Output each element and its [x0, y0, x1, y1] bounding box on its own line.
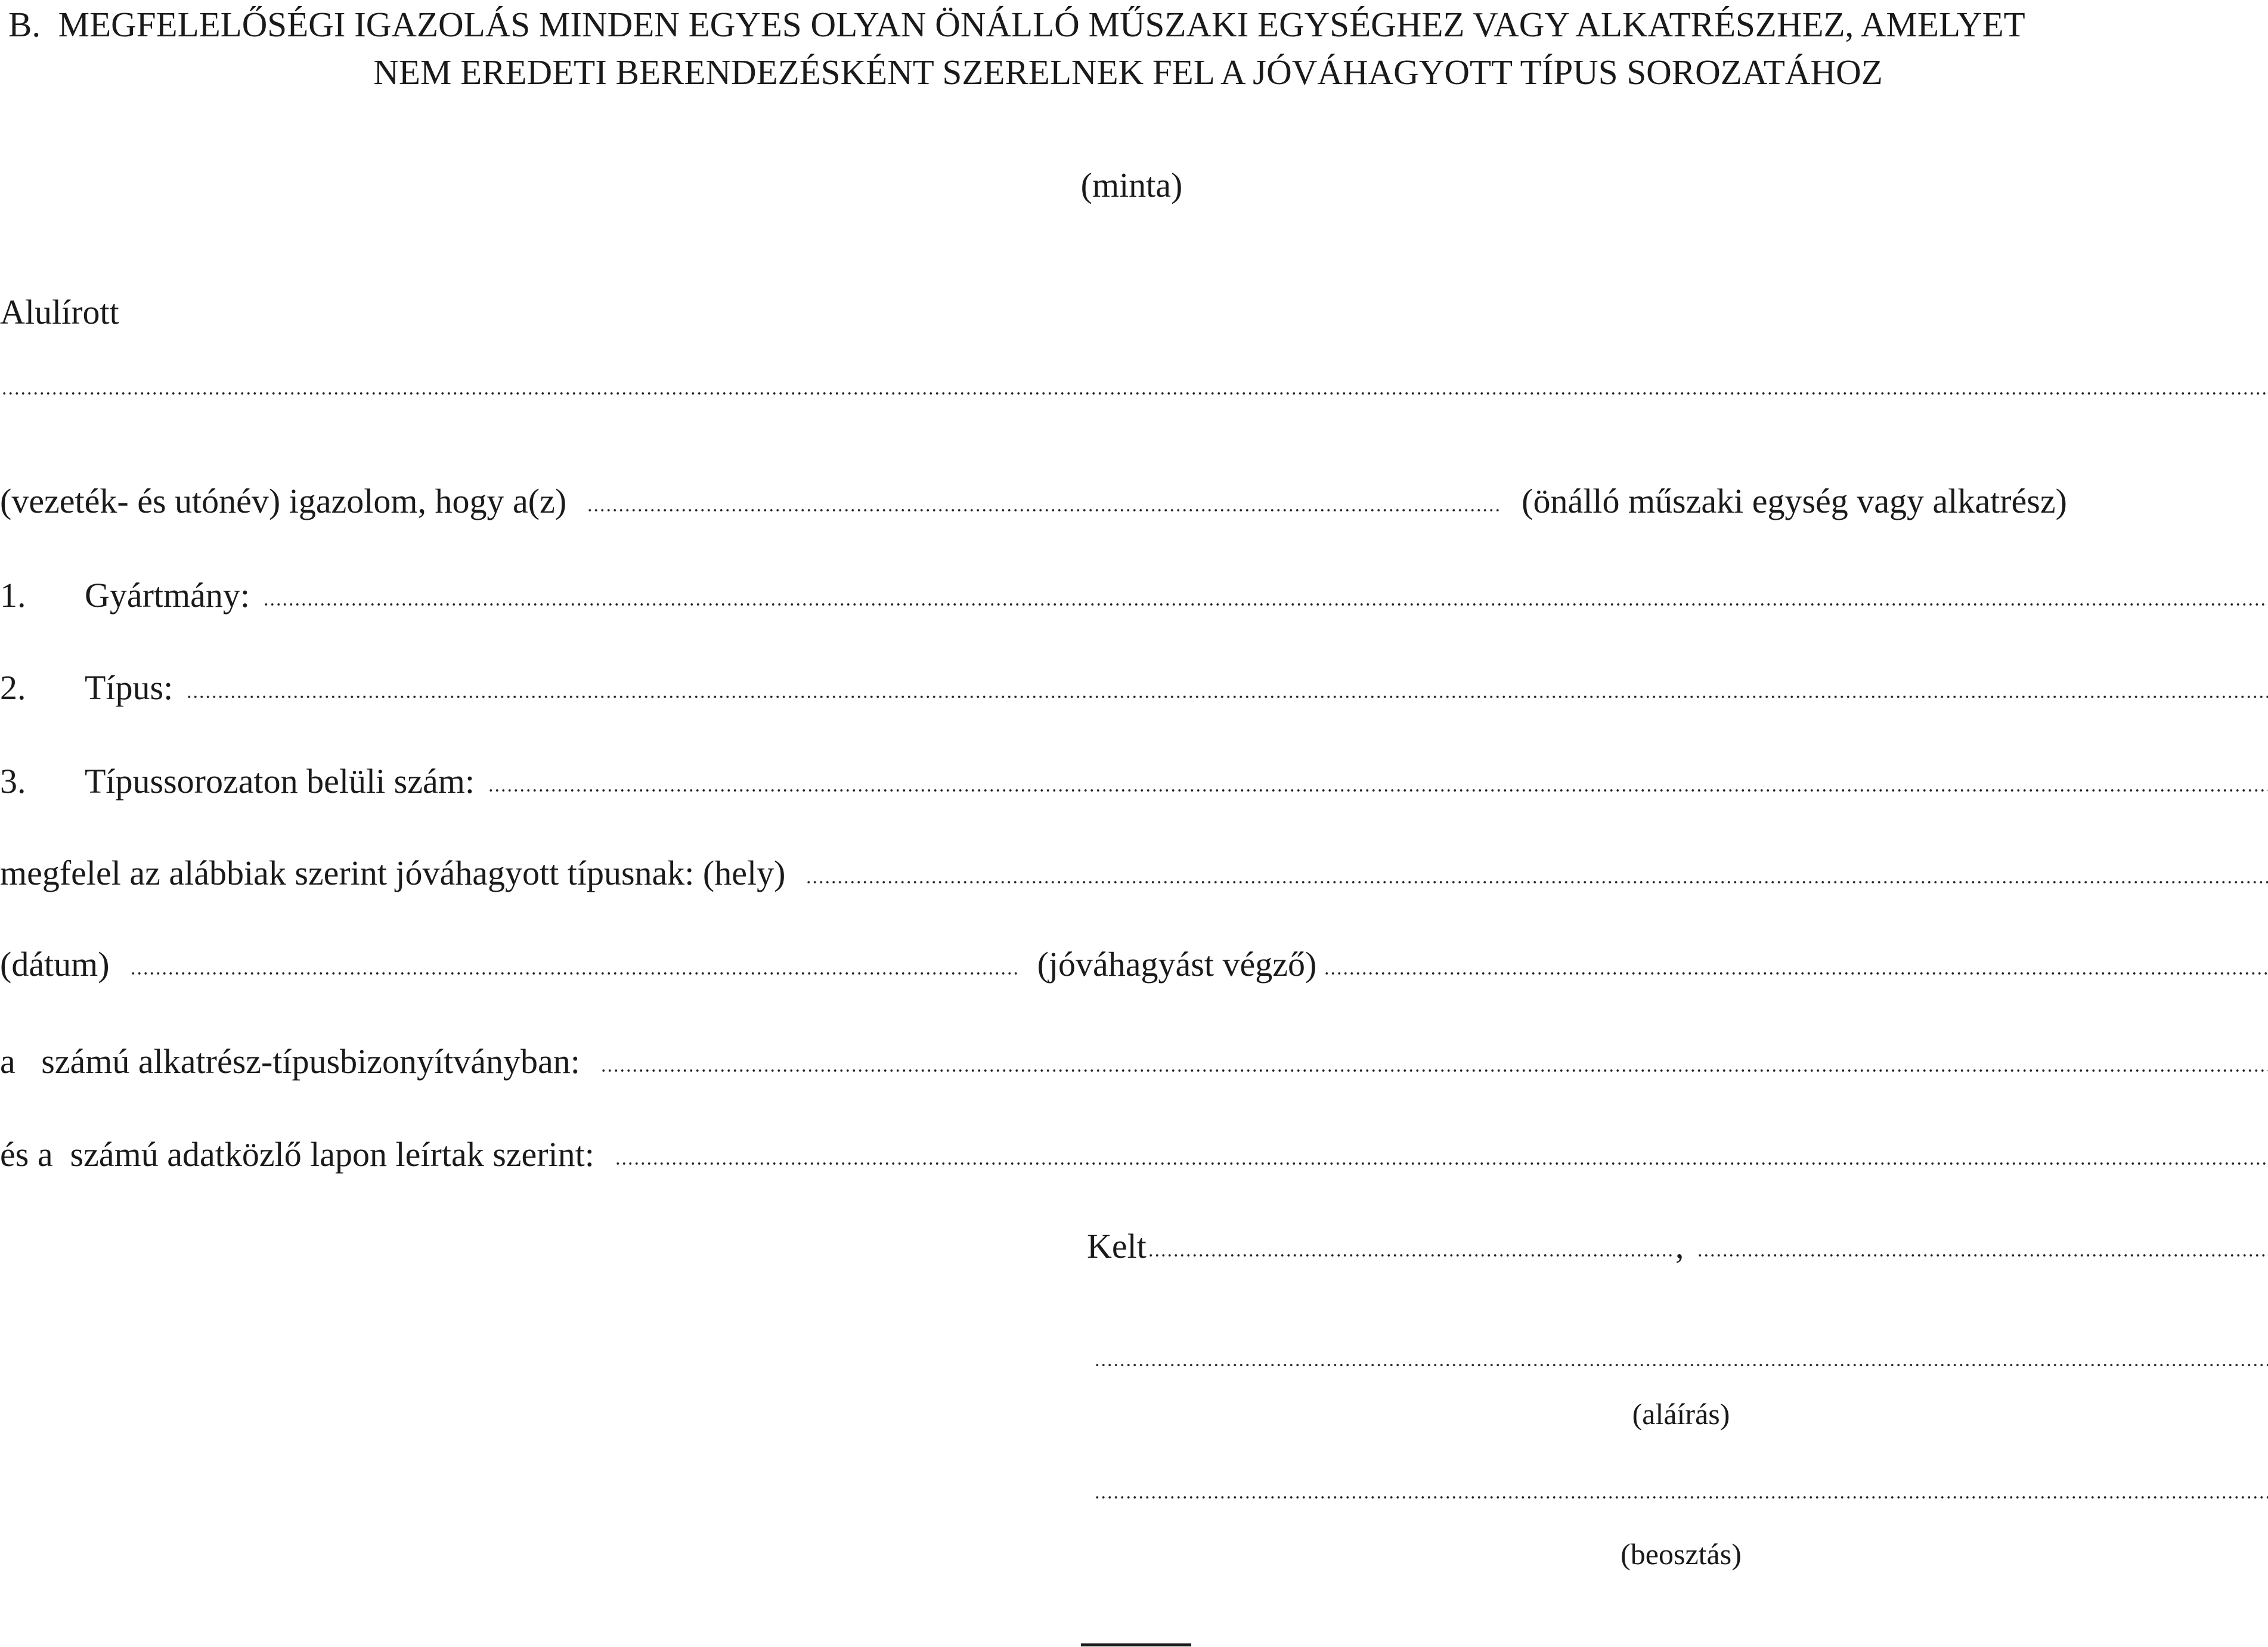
- datasheet-row: [0, 1137, 2268, 1172]
- signature-caption: (aláírás): [1632, 1397, 1730, 1431]
- datasheet-label: és a számú adatközlő lapon leírtak szerint:: [0, 1135, 594, 1174]
- position-caption: (beosztás): [1621, 1537, 1742, 1571]
- item-label: Típus:: [85, 668, 173, 707]
- certificate-label: a számú alkatrész-típusbizonyítványban:: [0, 1042, 580, 1081]
- item-row-3: [0, 764, 2268, 799]
- kelt-label: Kelt: [1087, 1227, 1147, 1266]
- conforms-row: [0, 856, 2268, 891]
- name-field[interactable]: [1, 392, 2268, 395]
- kelt-comma: ,: [1675, 1227, 1684, 1266]
- item-label: Gyártmány:: [85, 576, 250, 615]
- name-line-right-label: (önálló műszaki egység vagy alkatrész): [1522, 482, 2067, 520]
- kelt-place-field[interactable]: [1148, 1254, 1675, 1257]
- page-subtitle: (minta): [1080, 166, 1183, 204]
- place-field[interactable]: [805, 880, 2268, 884]
- item-row-1: [0, 578, 2268, 613]
- date-approver-row: [0, 947, 2268, 982]
- header-title-line1: [8, 7, 2268, 42]
- datasheet-field[interactable]: [615, 1162, 2268, 1165]
- item-label: Típussorozaton belüli szám:: [85, 762, 475, 801]
- kelt-date-field[interactable]: [1697, 1254, 2268, 1257]
- date-label: (dátum): [0, 945, 110, 984]
- signature-line-row: [1094, 1364, 2268, 1400]
- approver-field[interactable]: [1324, 972, 2268, 975]
- item-row-2: [0, 668, 2268, 707]
- date-field[interactable]: [130, 972, 1017, 975]
- kelt-row: [1087, 1229, 2268, 1264]
- signature-field[interactable]: [1094, 1363, 2268, 1367]
- certificate-row: [0, 1044, 2268, 1079]
- item-number: 1.: [0, 576, 26, 615]
- item-number: 2.: [0, 668, 26, 707]
- type-field[interactable]: [186, 695, 2268, 699]
- header-title-line2: NEM EREDETI BERENDEZÉSKÉNT SZERELNEK FEL A JÓVÁHAGYOTT TÍPUS SOROZATÁHOZ: [373, 52, 1883, 92]
- name-line-row: [0, 484, 2268, 519]
- certificate-field[interactable]: [600, 1069, 2268, 1072]
- item-number: 3.: [0, 762, 26, 801]
- approver-label: (jóváhagyást végző): [1037, 945, 1317, 984]
- component-field[interactable]: [587, 508, 1501, 512]
- footer-rule: [1081, 1643, 1191, 1646]
- undersigned-row: [0, 295, 2268, 330]
- name-line-left-label: (vezeték- és utónév) igazolom, hogy a(z): [0, 482, 567, 520]
- section-letter: B.: [8, 5, 41, 44]
- series-number-field[interactable]: [488, 789, 2268, 792]
- position-line-row: [1094, 1496, 2268, 1532]
- title-line1-text: MEGFELELŐSÉGI IGAZOLÁS MINDEN EGYES OLYAN ÖNÁLLÓ MŰSZAKI EGYSÉGHEZ VAGY ALKATRÉSZHEZ, AMELYET: [58, 5, 2025, 44]
- undersigned-label: Alulírott: [0, 293, 119, 331]
- make-field[interactable]: [263, 603, 2268, 606]
- position-field[interactable]: [1094, 1496, 2268, 1499]
- name-field-row: [0, 392, 2268, 428]
- conforms-label: megfelel az alábbiak szerint jóváhagyott típusnak: (hely): [0, 854, 786, 892]
